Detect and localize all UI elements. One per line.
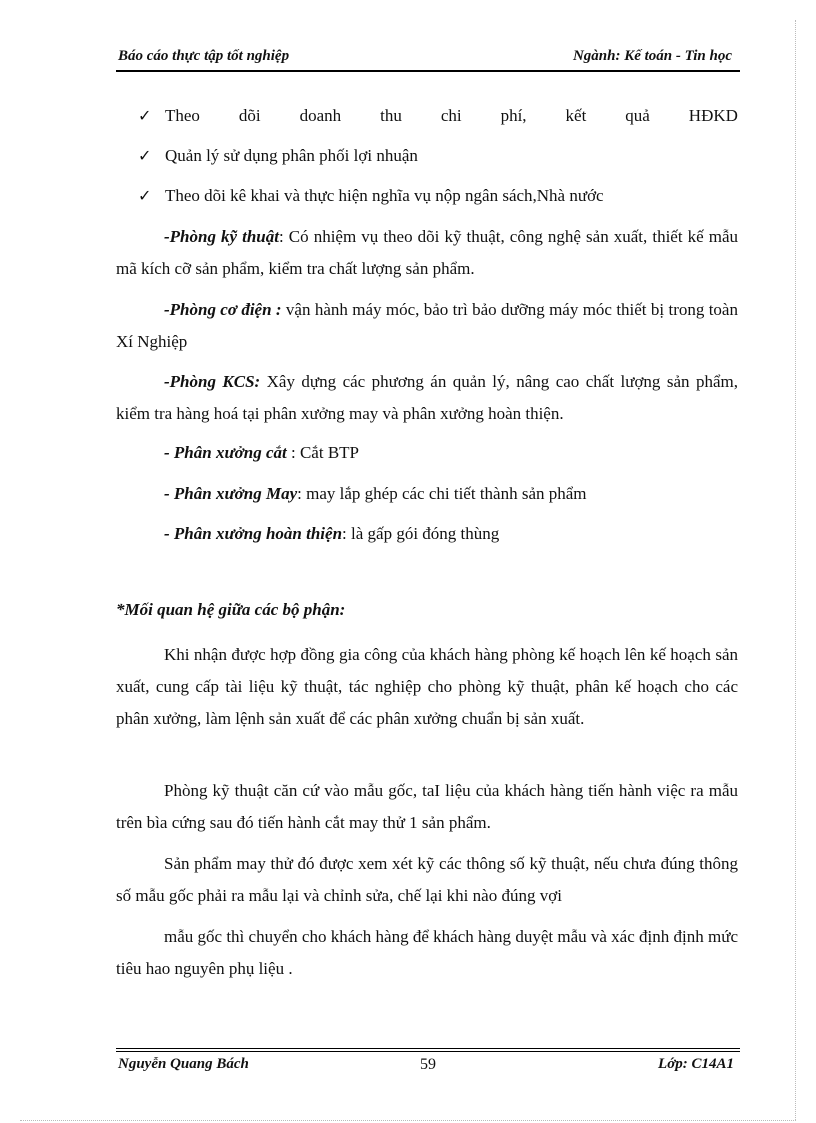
page-header — [118, 46, 736, 70]
department-paragraph: -Phòng cơ điện : vận hành máy móc, bảo trì bảo dưỡng máy móc thiết bị trong toàn Xí Nghiệp — [116, 300, 738, 351]
department-paragraph: -Phòng KCS: Xây dựng các phương án quản lý, nâng cao chất lượng sản phẩm, kiểm tra hàng hoá tại phân xưởng may và phân xưởng hoàn thiện. — [116, 372, 739, 423]
checkmark-icon: ✓ — [138, 146, 152, 165]
bullet-text: Theo dõi doanh thu chi phí, kết quả HĐKD — [165, 106, 738, 125]
workshop-item: - Phân xưởng May: may lắp ghép các chi tiết thành sản phẩm — [164, 484, 587, 503]
page-number: 59 — [420, 1056, 436, 1073]
workshop-item: - Phân xưởng cắt : Cắt BTP — [164, 443, 360, 462]
page-footer — [118, 1054, 736, 1078]
page-border — [795, 20, 796, 1120]
body-paragraph: Phòng kỹ thuật căn cứ vào mẫu gốc, taI liệu của khách hàng tiến hành việc ra mẫu trên bìa cứng sau đó tiến hành cắt may thử 1 sản phẩm. — [116, 781, 738, 832]
checkmark-icon: ✓ — [138, 186, 152, 205]
bullet-text: Theo dõi kê khai và thực hiện nghĩa vụ nộp ngân sách,Nhà nước — [165, 186, 604, 205]
section-title: *Mối quan hệ giữa các bộ phận: — [116, 600, 346, 619]
checkmark-icon: ✓ — [138, 106, 152, 125]
footer-author: Nguyễn Quang Bách — [118, 1056, 249, 1072]
header-report-title: Báo cáo thực tập tốt nghiệp — [118, 48, 290, 64]
page-border — [20, 1120, 796, 1121]
footer-class: Lớp: C14A1 — [658, 1056, 734, 1072]
header-major: Ngành: Kế toán - Tin học — [572, 48, 732, 64]
body-paragraph: Sản phẩm may thử đó được xem xét kỹ các thông số kỹ thuật, nếu chưa đúng thông số mẫu gốc phải ra mẫu lại và chỉnh sửa, chế lại khi nào đúng vợi — [116, 854, 738, 905]
bullet-text: Quản lý sử dụng phân phối lợi nhuận — [165, 146, 418, 165]
header-rule — [116, 70, 740, 72]
footer-rule — [116, 1048, 740, 1049]
body-paragraph: mẫu gốc thì chuyển cho khách hàng để khách hàng duyệt mẫu và xác định định mức tiêu hao nguyên phụ liệu . — [116, 927, 738, 978]
footer-rule — [116, 1051, 740, 1052]
workshop-item: - Phân xưởng hoàn thiện: là gấp gói đóng thùng — [164, 524, 500, 543]
department-paragraph: -Phòng kỹ thuật: Có nhiệm vụ theo dõi kỹ thuật, công nghệ sản xuất, thiết kế mẫu mã kích cỡ sản phẩm, kiểm tra chất lượng sản phẩm. — [116, 227, 739, 278]
body-paragraph: Khi nhận được hợp đồng gia công của khách hàng phòng kế hoạch lên kế hoạch sản xuất, cung cấp tài liệu kỹ thuật, tác nghiệp cho phòng kỹ thuật, phân kế hoạch cho các phân xưởng, làm lệnh sản xuất để các phân xưởng chuẩn bị sản xuất. — [116, 645, 738, 728]
